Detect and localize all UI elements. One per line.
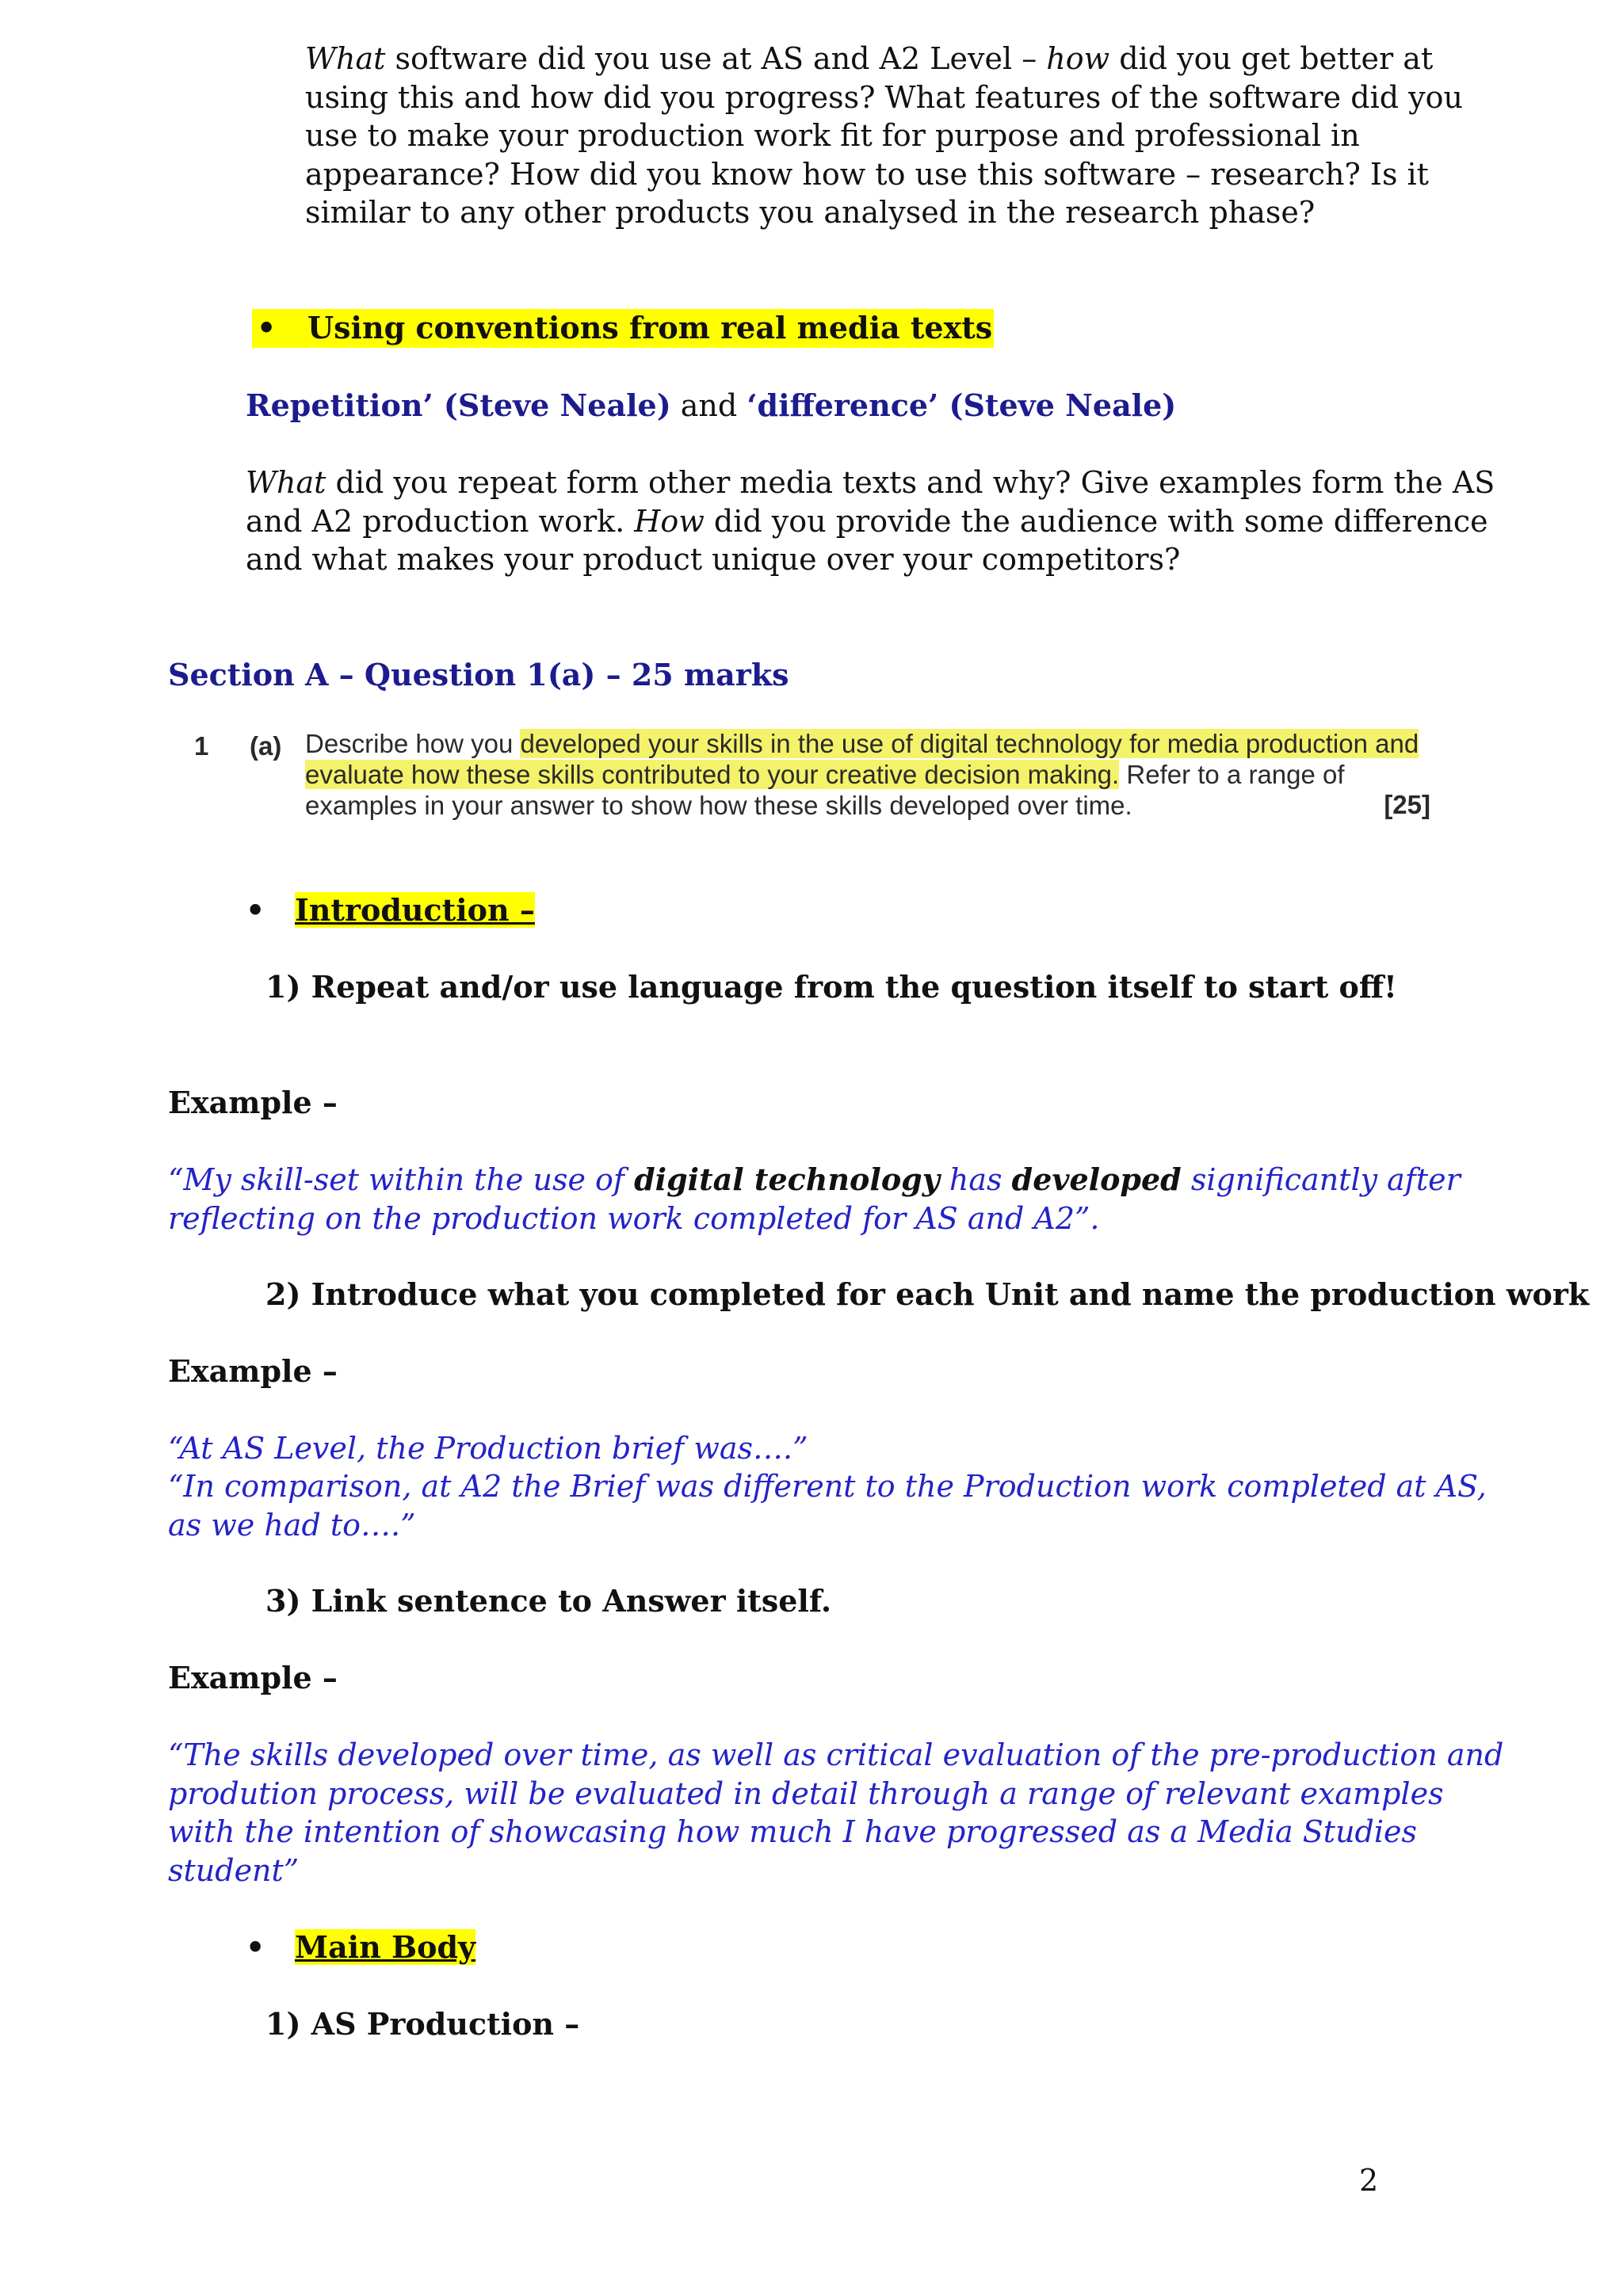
introduction-bullet-item [246, 891, 535, 930]
example-label: Example – [168, 1660, 338, 1695]
key-term-developed: developed [1011, 1161, 1182, 1197]
emph-what: What [305, 41, 386, 76]
emph-what: What [246, 465, 327, 500]
conventions-bullet-item [252, 309, 994, 348]
example-3-text: “The skills developed over time, as well as critical evaluation of the pre-production and prodution process, will be evaluated in detail through a range of relevant examples with the intention of showcasing how much I have progressed as a Media Studies student” [168, 1737, 1504, 1888]
bullet-marker: • [246, 892, 265, 928]
difference-label: ‘difference’ (Steve Neale) [747, 387, 1177, 423]
intro-step-3: 3) Link sentence to Answer itself. [265, 1583, 832, 1619]
bullet-marker: • [257, 310, 277, 345]
intro-step-1: 1) Repeat and/or use language from the question itself to start off! [265, 969, 1397, 1005]
introduction-heading: Introduction – [295, 892, 535, 928]
example-label: Example – [168, 1353, 338, 1389]
software-paragraph: What software did you use at AS and A2 Level – how did you get better at using this and how did you progress? What features of the software did you use to make your production work fit for purpose and professional in appearance? How did you know how to use this software – research? Is it similar to any other products you analysed in the research phase? [305, 41, 1463, 230]
exam-question-excerpt [178, 717, 1446, 836]
question-part: (a) [250, 731, 282, 761]
example-2-line-2: “In comparison, at A2 the Brief was different to the Production work completed at AS, as we had to….” [168, 1469, 1487, 1543]
main-body-step-1: 1) AS Production – [265, 2006, 580, 2042]
question-number: 1 [194, 731, 209, 761]
question-marks: [25] [1384, 790, 1430, 819]
main-body-heading: Main Body [295, 1929, 476, 1965]
question-text: Describe how you developed your skills in the use of digital technology for media production and evaluate how these skills contributed to your creative decision making. Refer to a range of examples in your answer to show how these skills developed over time. [305, 729, 1419, 820]
page-number: 2 [1359, 2163, 1379, 2198]
repetition-label: Repetition’ (Steve Neale) [246, 387, 671, 423]
bullet-marker: • [246, 1929, 265, 1965]
emph-how: how [1046, 41, 1110, 76]
example-1-text: “My skill-set within the use of digital technology has developed significantly after reflecting on the production work completed for AS and A2”. [168, 1161, 1461, 1236]
intro-step-2: 2) Introduce what you completed for each Unit and name the production work [265, 1276, 1590, 1312]
conventions-heading: Using conventions from real media texts [307, 310, 993, 345]
question-highlight: developed your skills in the use of digital technology for media production and evaluate how these skills contributed to your creative decision making. [305, 729, 1419, 789]
main-body-bullet-item [246, 1928, 475, 1967]
emph-how: How [634, 503, 705, 539]
example-label: Example – [168, 1085, 338, 1120]
section-title: Section A – Question 1(a) – 25 marks [168, 657, 789, 692]
neale-line: Repetition’ (Steve Neale) and ‘difference’ (Steve Neale) [246, 387, 1177, 423]
conventions-paragraph: What did you repeat form other media texts and why? Give examples form the AS and A2 production work. How did you provide the audience with some difference and what makes your product unique over your competitors? [246, 465, 1495, 577]
example-2-line-1: “At AS Level, the Production brief was….” [168, 1431, 808, 1466]
key-term-digital-technology: digital technology [634, 1161, 940, 1197]
